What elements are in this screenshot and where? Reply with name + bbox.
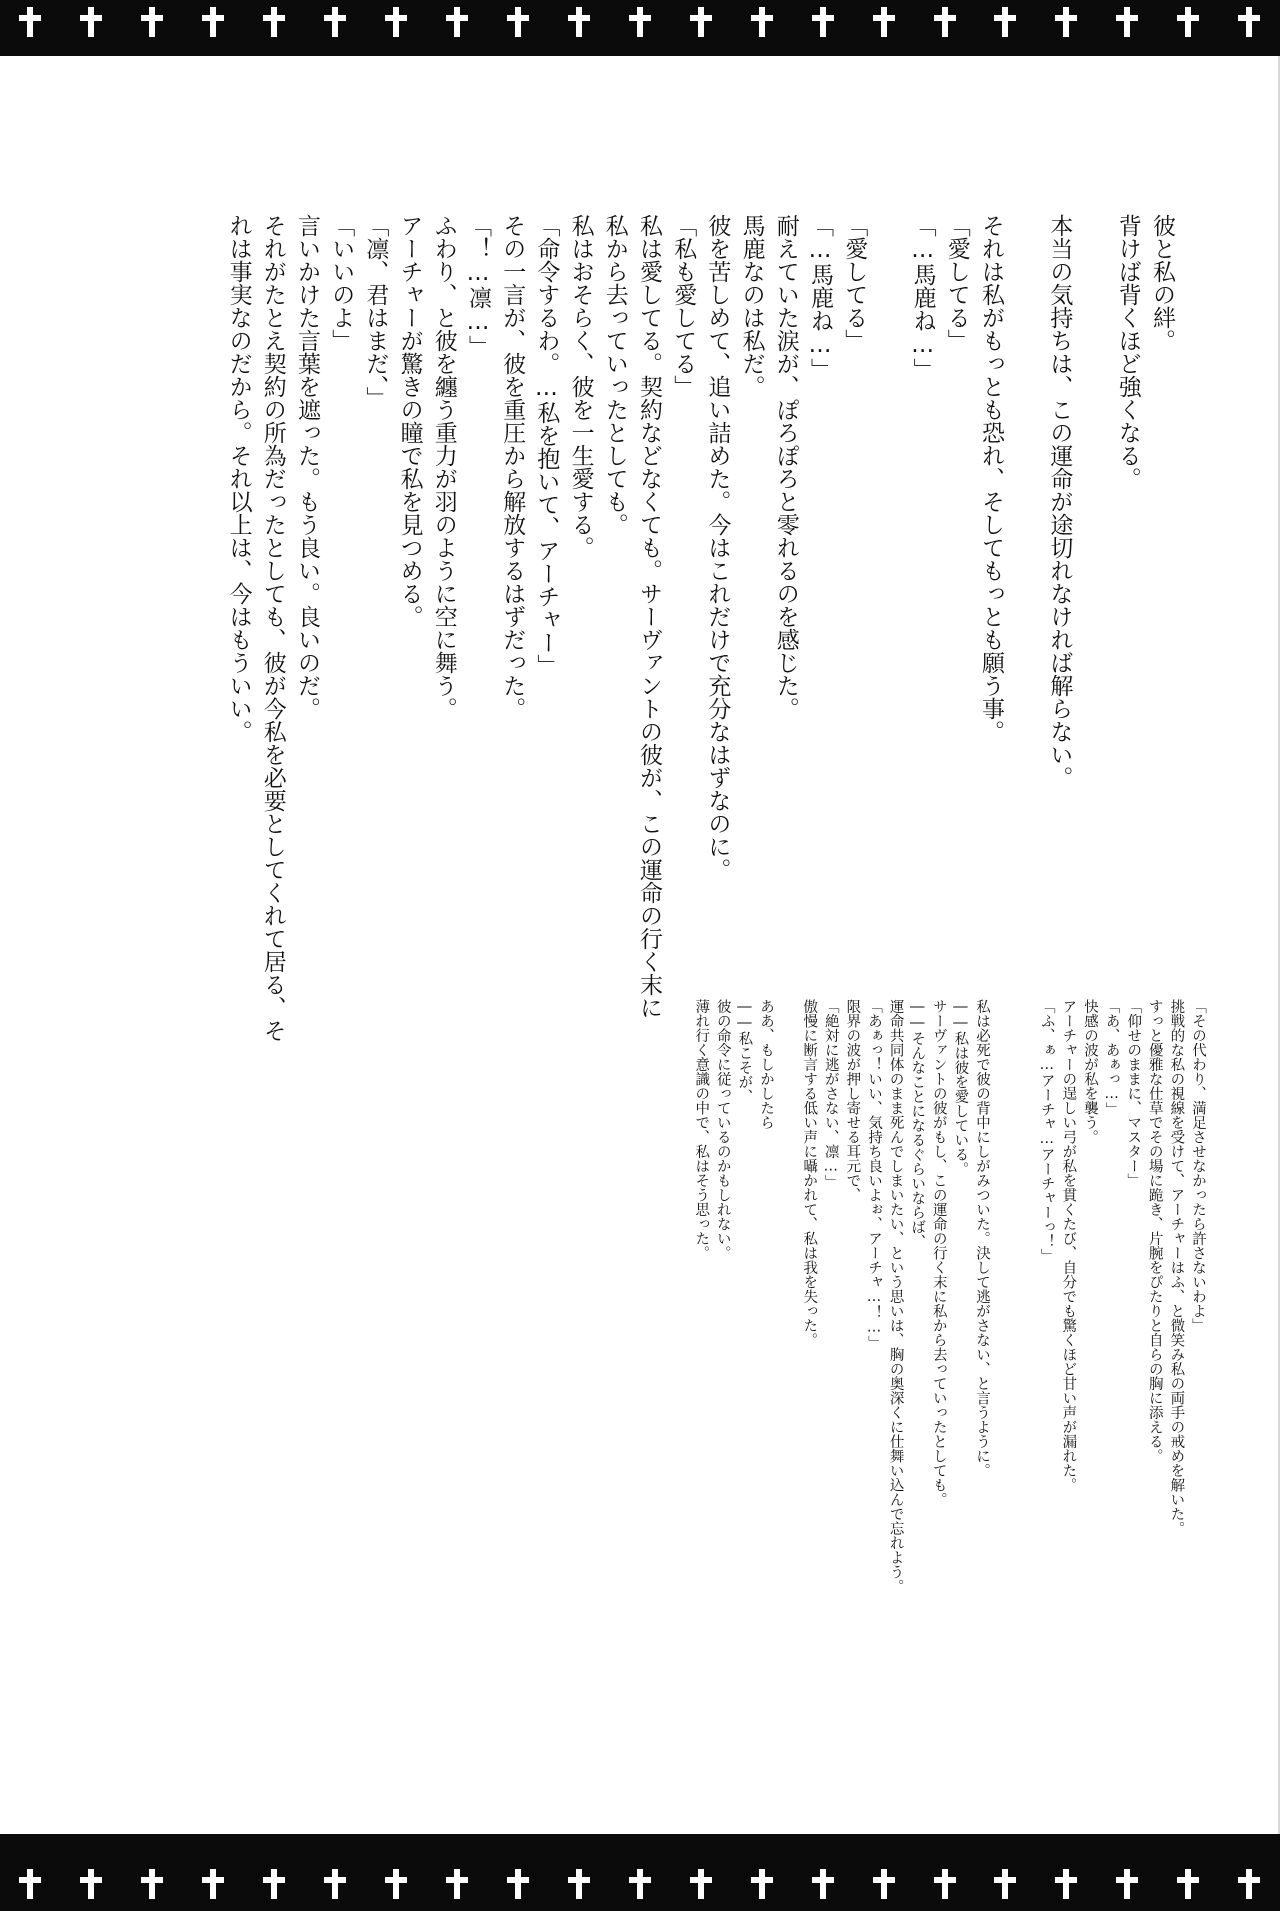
sub-text-column: サーヴァントの彼がもし、この運命の行く末に私から去っていったとしても。 [930,999,947,1507]
main-text-column: 耐えていた涙が、ぽろぽろと零れるのを感じた。 [772,214,799,720]
main-text-column: 馬鹿なのは私だ。 [738,214,765,398]
cross-ornament-icon [507,7,529,37]
sub-text-column: ――そんなことになるぐらいならば、 [909,999,926,1249]
bottom-cross-border [0,1834,1280,1911]
main-text-column: 「愛してる」 [841,214,868,352]
main-text-column: 私から去っていったとしても。 [601,214,628,536]
cross-ornament-icon [1238,1869,1260,1899]
cross-ornament-icon [263,7,285,37]
top-cross-row [0,0,1280,44]
cross-ornament-icon [19,1869,41,1899]
main-text-column: れは事実なのだから。それ以上は、今はもういい。 [225,214,252,743]
sub-text-column: 「仰せのままに、マスター」 [1125,999,1142,1188]
sub-text-column: すっと優雅な仕草でその場に跪き、片腕をぴたりと自らの胸に添える。 [1146,999,1163,1463]
cross-ornament-icon [629,7,651,37]
cross-ornament-icon [1177,7,1199,37]
cross-ornament-icon [1116,7,1138,37]
main-text-column: 私は愛してる。契約などなくても。サーヴァントの彼が、この運命の行く末に [636,214,662,1019]
main-text-column: 「私も愛してる」 [670,214,697,398]
main-text-column: その一言が、彼を重圧から解放するはずだった。 [499,214,526,720]
cross-ornament-icon [202,1869,224,1899]
cross-ornament-icon [1055,7,1077,37]
main-text-column: 本当の気持ちは、この運命が途切れなければ解らない。 [1046,214,1073,789]
sub-text-column: 快感の波が私を襲う。 [1082,999,1098,1144]
cross-ornament-icon [934,1869,956,1899]
cross-ornament-icon [141,1869,163,1899]
cross-ornament-icon [934,7,956,37]
cross-ornament-icon [385,7,407,37]
sub-text-column: 挑戦的な私の視線を受けて、アーチャーはふ、と微笑み私の両手の戒めを解いた。 [1168,999,1185,1536]
sub-text-column: 「ふ、ぁ…アーチャ…アーチャーっ！」 [1038,999,1055,1263]
cross-ornament-icon [812,7,834,37]
main-text-column: 「愛してる」 [943,214,970,352]
cross-ornament-icon [324,7,346,37]
cross-ornament-icon [141,7,163,37]
cross-ornament-icon [994,1869,1016,1899]
cross-ornament-icon [812,1869,834,1899]
top-cross-border [0,0,1280,56]
cross-ornament-icon [873,1869,895,1899]
sub-text-column: 「あ、あぁっ…」 [1103,999,1120,1117]
sub-text-column: 薄れ行く意識の中で、私はそう思った。 [693,999,710,1260]
sub-text-column: ――私は彼を愛している。 [952,999,969,1176]
sub-text-column: 傲慢に断言する低い声に囁かれて、私は我を失った。 [801,999,818,1347]
cross-ornament-icon [1055,1869,1077,1899]
main-text-column: 「いいのよ」 [328,214,355,352]
cross-ornament-icon [19,7,41,37]
sub-text-column: 彼の命令に従っているのかもしれない。 [714,999,731,1260]
cross-ornament-icon [80,1869,102,1899]
cross-ornament-icon [263,1869,285,1899]
main-text-column: 「凛、君はまだ、」 [362,214,389,410]
cross-ornament-icon [629,1869,651,1899]
bottom-cross-row [0,1862,1280,1906]
main-text-column: 彼を苦しめて、追い詰めた。今はこれだけで充分なはずなのに。 [704,214,731,881]
sub-text-column: 私は必死で彼の背中にしがみついた。決して逃がさない、と言うように。 [974,999,990,1478]
cross-ornament-icon [324,1869,346,1899]
sub-text-column: アーチャーの逞しい弓が私を貫くたび、自分でも驚くほど甘い声が漏れた。 [1060,999,1077,1492]
main-text-column: 背けば背くほど強くなる。 [1114,214,1141,490]
cross-ornament-icon [80,7,102,37]
main-text-column: 言いかけた言葉を遮った。もう良い。良いのだ。 [294,214,320,720]
main-text-column: アーチャーが驚きの瞳で私を見つめる。 [396,214,423,628]
sub-text-column: 「その代わり、満足させなかったら許さないわよ」 [1190,999,1206,1333]
cross-ornament-icon [568,1869,590,1899]
main-text-column: 「！…凛…」 [465,214,491,358]
main-text-column: 彼と私の絆。 [1149,214,1175,352]
sub-text-column: 「絶対に逃がさない、凛…」 [822,999,839,1189]
main-text-column: それは私がもっとも恐れ、そしてもっとも願う事。 [978,214,1004,743]
main-text-column: ふわり、と彼を纏う重力が羽のように空に舞う。 [430,214,457,720]
sub-text-column: 限界の波が押し寄せる耳元で、 [844,999,861,1202]
main-text-column: それがたとえ契約の所為だったとしても、彼が今私を必要としてくれて居る、そ [259,214,286,1042]
main-text-column: 「…馬鹿ね…」 [807,214,833,381]
cross-ornament-icon [751,1869,773,1899]
sub-text-column: 「あぁっ！いい、気持ち良いよぉ、アーチャ…！…」 [866,999,882,1350]
cross-ornament-icon [873,7,895,37]
sub-text-column: 運命共同体のまま死んでしまいたい、という思いは、胸の奥深くに仕舞い込んで忘れよう。 [887,999,904,1594]
cross-ornament-icon [385,1869,407,1899]
cross-ornament-icon [507,1869,529,1899]
sub-text-column: ああ、もしかしたら [758,999,774,1130]
cross-ornament-icon [690,7,712,37]
cross-ornament-icon [1116,1869,1138,1899]
main-text-column: 「命令するわ。…私を抱いて、アーチャー」 [533,214,560,677]
cross-ornament-icon [994,7,1016,37]
cross-ornament-icon [568,7,590,37]
cross-ornament-icon [690,1869,712,1899]
cross-ornament-icon [1238,7,1260,37]
cross-ornament-icon [202,7,224,37]
sub-text-column: ――私こそが、 [736,999,753,1104]
cross-ornament-icon [751,7,773,37]
cross-ornament-icon [1177,1869,1199,1899]
cross-ornament-icon [446,7,468,37]
cross-ornament-icon [446,1869,468,1899]
main-text-column: 「…馬鹿ね…」 [909,214,936,381]
main-text-column: 私はおそらく、彼を一生愛する。 [567,214,594,559]
